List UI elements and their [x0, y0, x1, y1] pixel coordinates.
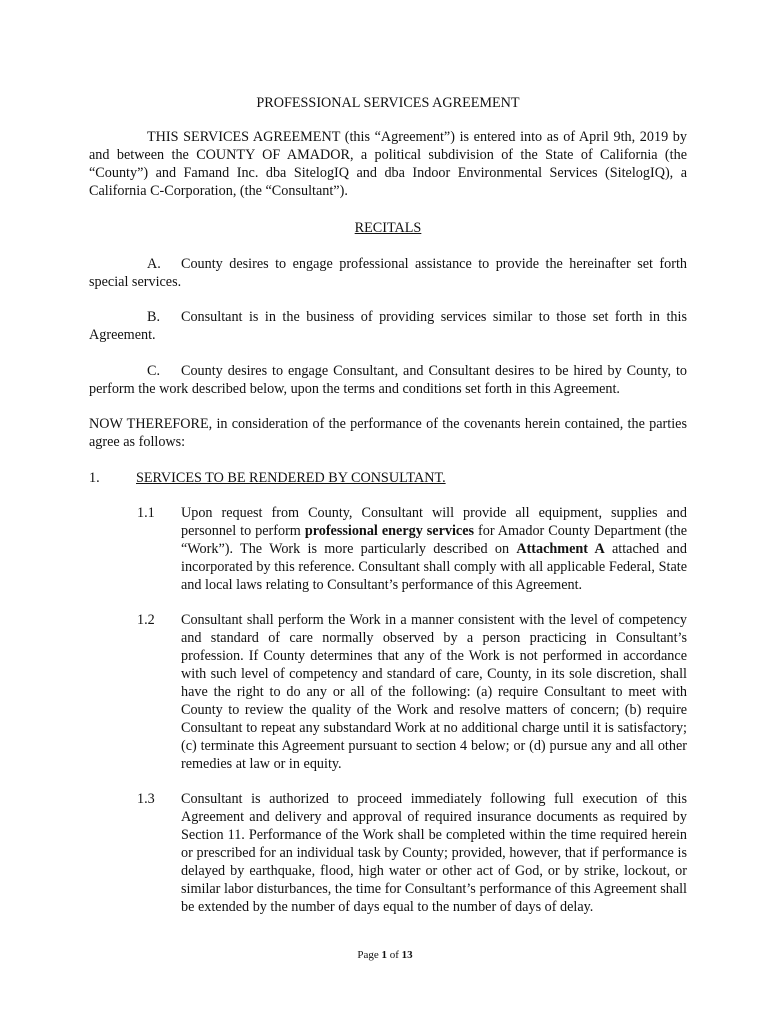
clause-number: 1.1 — [137, 505, 155, 521]
clause-bold-term: Attachment A — [516, 541, 605, 557]
recital-text: Consultant is in the business of providing services similar to those set forth in this Agreement. — [89, 309, 687, 343]
clause-text-part: Upon request from County, Consultant will provide all equipment, supplies and personnel to perform — [181, 505, 687, 539]
recital-letter: C. — [147, 363, 161, 379]
clause-1-3 — [89, 790, 687, 916]
footer-of-word: of — [386, 949, 402, 961]
recital-text: County desires to engage professional assistance to provide the hereinafter set forth special services. — [89, 256, 687, 290]
recitals-heading: RECITALS — [354, 220, 422, 236]
section-number: 1. — [89, 470, 100, 486]
footer-page-word: Page — [357, 949, 382, 961]
recital-letter: A. — [147, 256, 161, 272]
page-title: PROFESSIONAL SERVICES AGREEMENT — [256, 95, 520, 111]
footer-page-total: 13 — [401, 949, 413, 961]
footer-page-number: 1 — [381, 949, 387, 961]
clause-1-1 — [89, 504, 687, 594]
clause-text: Consultant is authorized to proceed immediately following full execution of this Agreement and delivery and approval of required insurance documents as required by Section 11. Performance of the Work shall be completed within the time required herein or prescribed for an individual task by County; provided, however, that if performance is delayed by earthquake, flood, high water or other act of God, or by strike, lockout, or similar labor disturbances, the time for Consultant’s performance of this Agreement shall be extended by the number of days equal to the number of days of delay. — [181, 791, 687, 915]
clause-text: Consultant shall perform the Work in a manner consistent with the level of competency and standard of care normally observed by a person practicing in Consultant’s profession. If County determines that any of the Work is not performed in accordance with such level of competency and standard of care, County, in its sole discretion, shall have the right to do any or all of the following: (a) require Consultant to meet with County to review the quality of the Work and resolve matters of concern; (b) require Consultant to repeat any substandard Work at no additional charge until it is satisfactory; (c) terminate this Agreement pursuant to section 4 below; or (d) pursue any and all other remedies at law or in equity. — [181, 612, 687, 772]
intro-paragraph: THIS SERVICES AGREEMENT (this “Agreement”) is entered into as of April 9th, 2019 by and between the COUNTY OF AMADOR, a political subdivision of the State of California (the “County”) and Famand Inc. dba SitelogIQ and dba Indoor Environmental Services (SitelogIQ), a California C-Corporation, (the “Consultant”). — [89, 129, 687, 199]
clause-text-part: for Amador County Department (the “Work”). The Work is more particularly described on — [181, 523, 687, 557]
recital-b — [89, 308, 687, 344]
section-title: SERVICES TO BE RENDERED BY CONSULTANT. — [136, 470, 446, 486]
clause-bold-term: professional energy services — [304, 523, 475, 539]
page-footer — [0, 946, 770, 964]
recital-a — [89, 255, 687, 291]
clause-text-part: attached and incorporated by this reference. Consultant shall comply with all applicable Federal, State and local laws relating to Consultant’s performance of this Agreement. — [181, 541, 687, 593]
clause-text — [181, 504, 687, 594]
recital-text: County desires to engage Consultant, and Consultant desires to be hired by County, to perform the work described below, upon the terms and conditions set forth in this Agreement. — [89, 363, 687, 397]
recital-letter: B. — [147, 309, 161, 325]
clause-number: 1.2 — [137, 612, 155, 628]
now-therefore-paragraph: NOW THEREFORE, in consideration of the performance of the covenants herein contained, the parties agree as follows: — [89, 416, 687, 450]
recital-c — [89, 362, 687, 398]
clause-1-2 — [89, 611, 687, 773]
clause-number: 1.3 — [137, 791, 155, 807]
